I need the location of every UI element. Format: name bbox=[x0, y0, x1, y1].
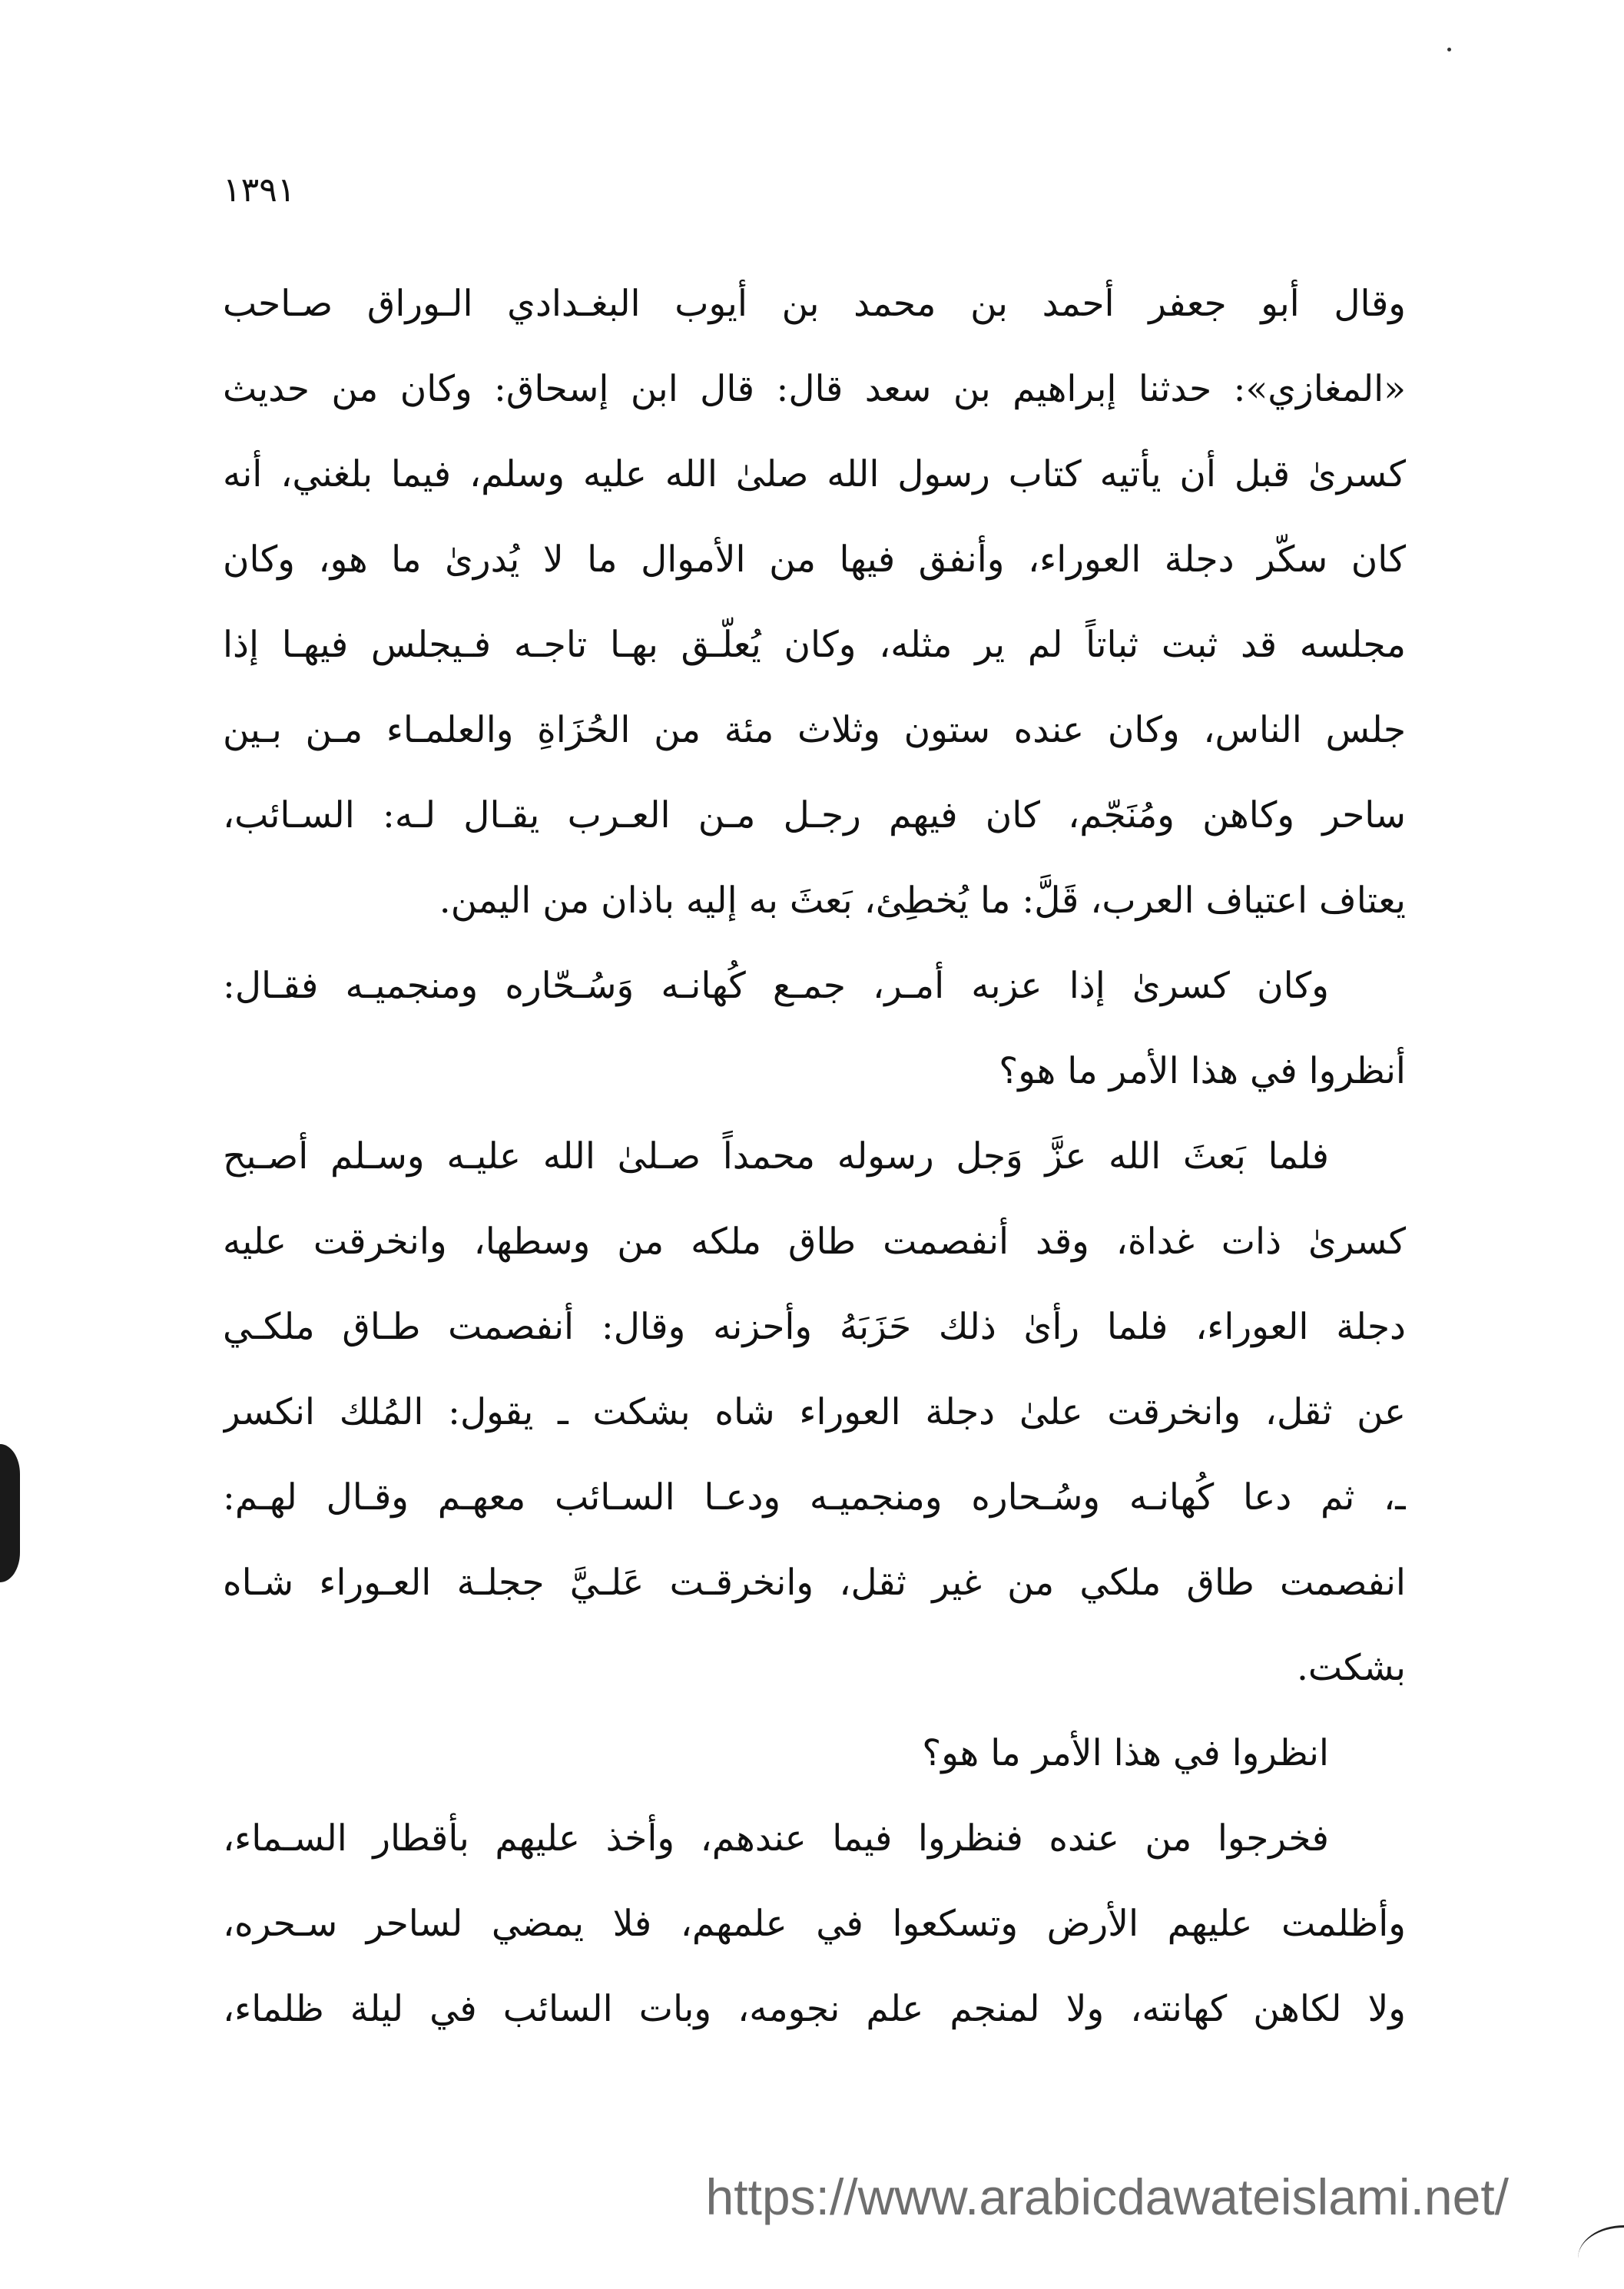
text-line: ولا لكاهن كهانته، ولا لمنجم علم نجومه، وبات السائب في ليلة ظلماء، bbox=[223, 1988, 1406, 2030]
page-number: ١٣٩١ bbox=[223, 171, 296, 210]
text-line: انظروا في هذا الأمر ما هو؟ bbox=[922, 1732, 1329, 1774]
text-line: كسرىٰ قبل أن يأتيه كتاب رسول الله صلىٰ الله عليه وسلم، فيما بلغني، أنه bbox=[223, 453, 1406, 495]
page-corner-curl bbox=[1578, 2225, 1624, 2258]
text-line: فخرجوا من عنده فنظروا فيما عندهم، وأخذ عليهم بأقطار السـماء، bbox=[223, 1817, 1329, 1860]
text-line: وقال أبو جعفر أحمد بن محمد بن أيوب البغـدادي الـوراق صـاحب bbox=[223, 283, 1406, 325]
text-line: ساحر وكاهن ومُنَجّم، كان فيهم رجـل مـن العـرب يقـال لـه: السـائب، bbox=[223, 794, 1406, 836]
text-line: عن ثقل، وانخرقت علىٰ دجلة العوراء شاه بشكت ـ يقول: المُلك انكسر bbox=[223, 1391, 1406, 1433]
text-line: أنظروا في هذا الأمر ما هو؟ bbox=[999, 1050, 1406, 1092]
text-line: كان سكّر دجلة العوراء، وأنفق فيها من الأموال ما لا يُدرىٰ ما هو، وكان bbox=[223, 538, 1406, 581]
text-line: كسرىٰ ذات غداة، وقد أنفصمت طاق ملكه من وسطها، وانخرقت عليه bbox=[223, 1221, 1406, 1263]
text-line: بشكت. bbox=[1296, 1647, 1406, 1689]
text-line: دجلة العوراء، فلما رأىٰ ذلك حَزَبَهُ وأحزنه وقال: أنفصمت طـاق ملكـي bbox=[223, 1306, 1406, 1348]
scan-speck bbox=[1447, 48, 1451, 51]
text-line: مجلسه قد ثبت ثباتاً لم ير مثله، وكان يُعلّـق بهـا تاجـه فـيجلس فيهـا إذا bbox=[223, 624, 1406, 666]
book-binding-edge bbox=[0, 1444, 20, 1582]
text-line: وكان كسرىٰ إذا عزبه أمـر، جمـع كُهانـه وَسُـحّاره ومنجميـه فقـال: bbox=[223, 965, 1329, 1007]
text-line: «المغازي»: حدثنا إبراهيم بن سعد قال: قال ابن إسحاق: وكان من حديث bbox=[223, 368, 1406, 410]
text-line: جلس الناس، وكان عنده ستون وثلاث مئة من الحُزَاةِ والعلمـاء مـن بـين bbox=[223, 709, 1406, 751]
text-line: ـ، ثم دعا كُهانـه وسُـحاره ومنجميـه ودعـا السـائب معهـم وقـال لهـم: bbox=[223, 1476, 1406, 1519]
text-line: فلما بَعثَ الله عزَّ وَجل رسوله محمداً صـلىٰ الله عليـه وسـلم أصـبح bbox=[223, 1135, 1329, 1178]
text-line: انفصمت طاق ملكي من غير ثقل، وانخرقـت عَلـيَّ ججلـة العـوراء شـاه bbox=[223, 1562, 1406, 1604]
text-line: يعتاف اعتياف العرب، قَلَّ: ما يُخطِئ، بَعثَ به إليه باذان من اليمن. bbox=[439, 879, 1406, 922]
text-line: وأظلمت عليهم الأرض وتسكعوا في علمهم، فلا يمضي لساحر سـحره، bbox=[223, 1903, 1406, 1945]
body-text bbox=[223, 261, 1406, 2052]
footer-url-watermark: https://www.arabicdawateislami.net/ bbox=[705, 2168, 1509, 2225]
